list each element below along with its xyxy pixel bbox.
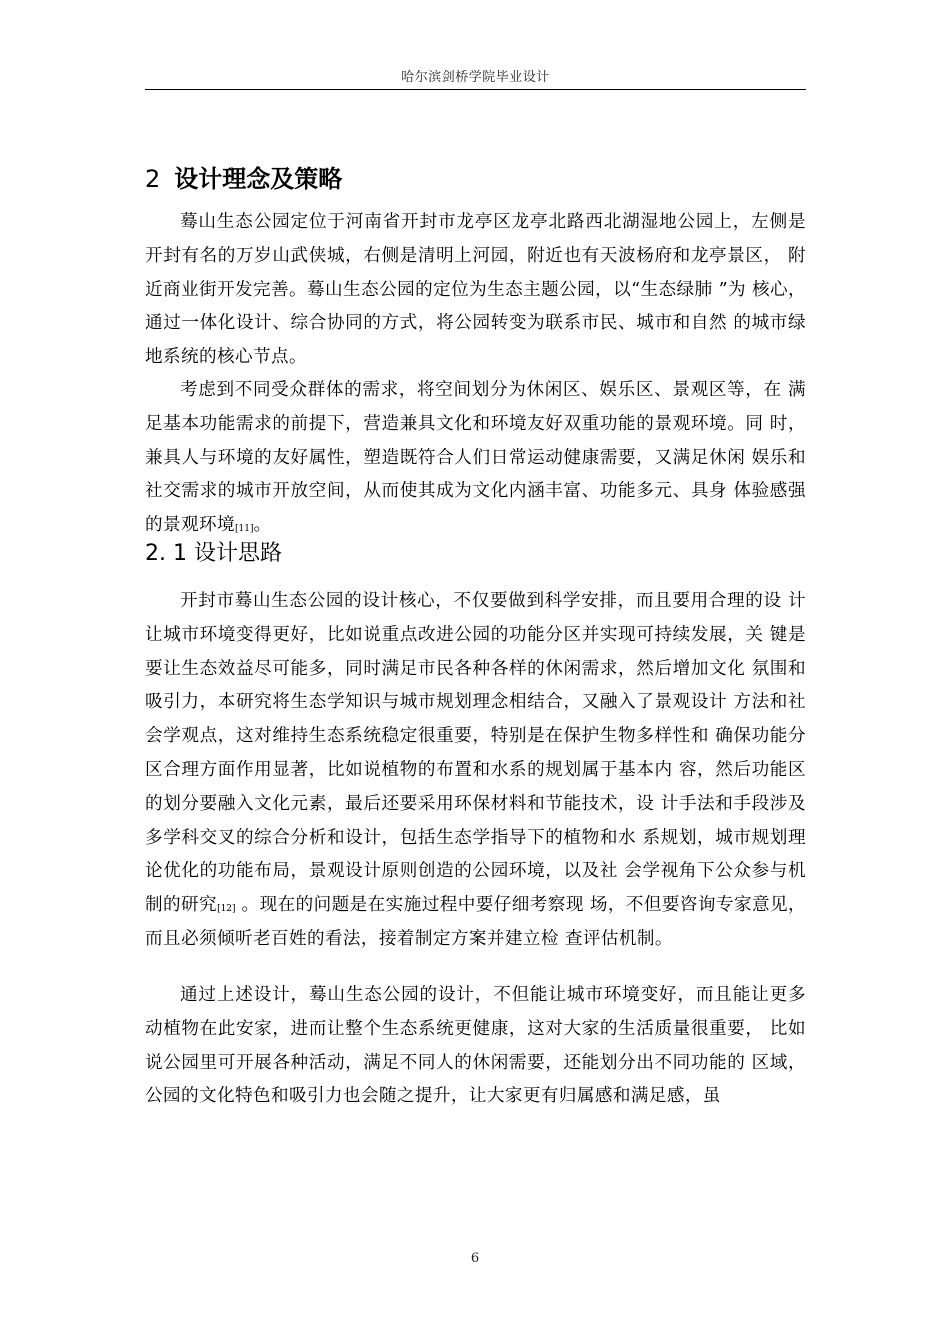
citation-ref: [11] [234,524,254,535]
subsection-heading: 2. 1 设计思路 [145,541,282,566]
citation-ref: [12] [217,904,236,915]
paragraph-text: 蓦山生态公园定位于河南省开封市龙亭区龙亭北路西北湖湿地公园上，左侧是开封有名的万岁山武侠城，右侧是清明上河园，附近也有天波杨府和龙亭景区， 附近商业街开发完善。蓦山生态公园的定位为生态主题公园，以“生态绿肺 ”为 核心，通过一体化设计、综合协同的方式，将公园转变为联系市民、城市和自然 的城市绿地系统的核心节点。 [145,212,806,368]
paragraph-text: 开封市蓦山生态公园的设计核心，不仅要做到科学安排，而且要用合理的设 计让城市环境变得更好，比如说重点改进公园的功能分区并实现可持续发展，关 键是要让生态效益尽可能多，同时满足市民各种各样的休闲需求，然后增加文化 氛围和吸引力，本研究将生态学知识与城市规划理念相结合，又融入了景观设计 方法和社会学观点，这对维持生态系统稳定很重要，特别是在保护生物多样性和 确保功能分区合理方面作用显著，比如说植物的布置和水系的规划属于基本内 容，然后功能区的划分要融入文化元素，最后还要采用环保材料和节能技术，设 计手法和手段涉及多学科交叉的综合分析和设计，包括生态学指导下的植物和水 系规划，城市规划理论优化的功能布局，景观设计原则创造的公园环境，以及社 会学视角下公众参与机制的研究 [145,591,806,916]
section-number: 2 [145,165,161,193]
body-paragraph-2 [145,374,806,543]
paragraph-text: 通过上述设计，蓦山生态公园的设计，不但能让城市环境变好，而且能让更多动植物在此安家，进而让整个生态系统更健康，这对大家的生活质量很重要， 比如说公园里可开展各种活动，满足不同人的休闲需要，还能划分出不同功能的 区域，公园的文化特色和吸引力也会随之提升，让大家更有归属感和满足感，虽 [145,985,806,1107]
paragraph-tail: 。 [253,515,272,536]
header-divider [145,89,806,90]
body-paragraph-1 [145,206,806,375]
paragraph-tail: 。现在的问题是在实施过程中要仔细考察现 场，不但要咨询专家意见，而且必须倾听老百姓的看法，接着制定方案并建立检 查评估机制。 [145,895,806,949]
body-paragraph-4 [145,979,806,1114]
body-paragraph-3 [145,585,806,957]
section-title: 设计理念及策略 [174,165,343,193]
paragraph-text: 考虑到不同受众群体的需求，将空间划分为休闲区、娱乐区、景观区等，在 满足基本功能需求的前提下，营造兼具文化和环境友好双重功能的景观环境。同 时，兼具人与环境的友好属性，塑造既符合人们日常运动健康需要，又满足休闲 娱乐和社交需求的城市开放空间，从而使其成为文化内涵丰富、功能多元、具身 体验感强的景观环境 [145,380,806,536]
page-number: 6 [470,1251,480,1266]
page-header: 哈尔滨剑桥学院毕业设计 [401,70,550,85]
section-heading [145,162,342,196]
